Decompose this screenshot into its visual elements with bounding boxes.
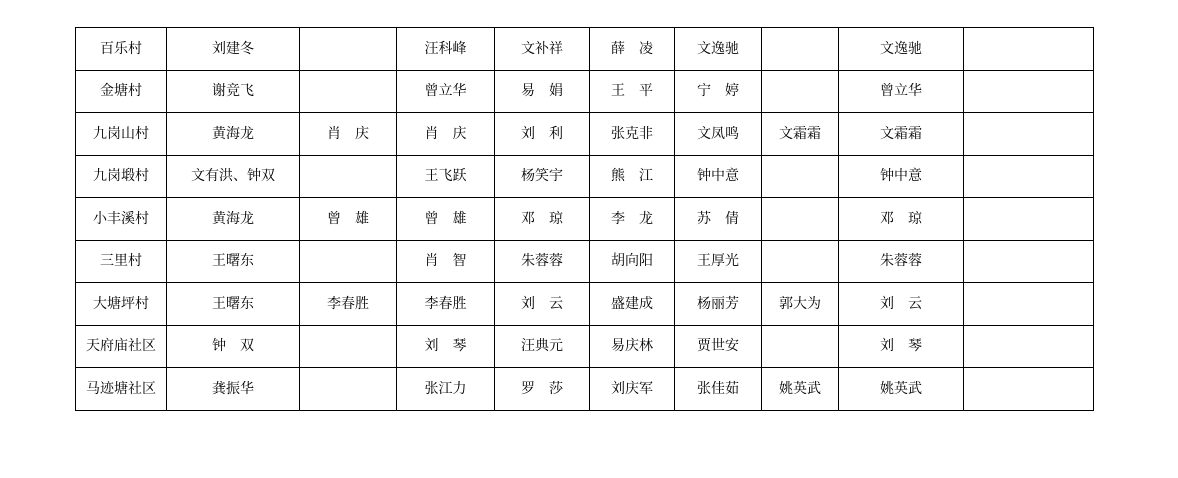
- table-cell: 肖 智: [397, 240, 495, 283]
- table-row: [76, 368, 1094, 411]
- village-name-cell: 九岗塅村: [76, 155, 167, 198]
- table-cell: 姚英武: [839, 368, 964, 411]
- table-cell: [964, 155, 1094, 198]
- table-cell: 姚英武: [762, 368, 839, 411]
- table-cell: 曾立华: [839, 70, 964, 113]
- table-cell: 文补祥: [495, 28, 590, 71]
- table-cell: 谢竞飞: [167, 70, 300, 113]
- table-cell: 刘庆军: [590, 368, 675, 411]
- table-cell: 熊 江: [590, 155, 675, 198]
- table-cell: [762, 155, 839, 198]
- table-cell: 肖 庆: [397, 113, 495, 156]
- table-cell: 刘 云: [839, 283, 964, 326]
- table-cell: 易庆林: [590, 325, 675, 368]
- village-name-cell: 九岗山村: [76, 113, 167, 156]
- table-cell: [762, 325, 839, 368]
- table-cell: 李 龙: [590, 198, 675, 241]
- table-cell: 朱蓉蓉: [839, 240, 964, 283]
- table-cell: 罗 莎: [495, 368, 590, 411]
- table-cell: 曾 雄: [300, 198, 397, 241]
- table-cell: 杨笑宇: [495, 155, 590, 198]
- table-cell: [300, 155, 397, 198]
- village-name-cell: 大塘坪村: [76, 283, 167, 326]
- roster-table-body: [76, 28, 1094, 411]
- table-cell: 龚振华: [167, 368, 300, 411]
- table-cell: 王厚光: [675, 240, 762, 283]
- table-cell: 肖 庆: [300, 113, 397, 156]
- table-cell: [762, 28, 839, 71]
- table-cell: 薛 凌: [590, 28, 675, 71]
- table-cell: 盛建成: [590, 283, 675, 326]
- table-cell: 曾立华: [397, 70, 495, 113]
- table-cell: 文霜霜: [762, 113, 839, 156]
- table-cell: 宁 婷: [675, 70, 762, 113]
- table-cell: 张佳茹: [675, 368, 762, 411]
- table-cell: [762, 240, 839, 283]
- table-cell: [964, 283, 1094, 326]
- table-cell: 胡向阳: [590, 240, 675, 283]
- table-cell: [762, 198, 839, 241]
- table-row: [76, 240, 1094, 283]
- table-row: [76, 113, 1094, 156]
- table-row: [76, 325, 1094, 368]
- table-cell: 郭大为: [762, 283, 839, 326]
- table-cell: [300, 325, 397, 368]
- table-cell: 刘 云: [495, 283, 590, 326]
- table-cell: 张克非: [590, 113, 675, 156]
- roster-table: [75, 27, 1094, 411]
- village-name-cell: 百乐村: [76, 28, 167, 71]
- table-cell: [300, 240, 397, 283]
- table-cell: 贾世安: [675, 325, 762, 368]
- table-cell: 文逸驰: [675, 28, 762, 71]
- table-cell: [300, 368, 397, 411]
- table-cell: 黄海龙: [167, 198, 300, 241]
- table-cell: 汪典元: [495, 325, 590, 368]
- table-row: [76, 283, 1094, 326]
- table-cell: 王曙东: [167, 283, 300, 326]
- table-cell: 文有洪、钟双: [167, 155, 300, 198]
- table-cell: 张江力: [397, 368, 495, 411]
- table-cell: 邓 琼: [495, 198, 590, 241]
- table-cell: 钟中意: [675, 155, 762, 198]
- table-cell: 杨丽芳: [675, 283, 762, 326]
- village-name-cell: 小丰溪村: [76, 198, 167, 241]
- table-cell: [964, 240, 1094, 283]
- table-cell: 曾 雄: [397, 198, 495, 241]
- village-name-cell: 金塘村: [76, 70, 167, 113]
- table-cell: 李春胜: [300, 283, 397, 326]
- table-cell: [300, 70, 397, 113]
- table-cell: 文逸驰: [839, 28, 964, 71]
- table-cell: 钟中意: [839, 155, 964, 198]
- table-cell: [964, 368, 1094, 411]
- table-cell: 邓 琼: [839, 198, 964, 241]
- table-cell: 朱蓉蓉: [495, 240, 590, 283]
- village-name-cell: 天府庙社区: [76, 325, 167, 368]
- table-cell: [964, 28, 1094, 71]
- table-cell: 苏 倩: [675, 198, 762, 241]
- table-cell: 刘 琴: [839, 325, 964, 368]
- table-row: [76, 70, 1094, 113]
- table-row: [76, 28, 1094, 71]
- table-row: [76, 198, 1094, 241]
- village-name-cell: 三里村: [76, 240, 167, 283]
- table-cell: [300, 28, 397, 71]
- table-row: [76, 155, 1094, 198]
- table-cell: 黄海龙: [167, 113, 300, 156]
- table-cell: 汪科峰: [397, 28, 495, 71]
- table-cell: 钟 双: [167, 325, 300, 368]
- table-cell: 文霜霜: [839, 113, 964, 156]
- table-cell: 王飞跃: [397, 155, 495, 198]
- table-cell: [964, 325, 1094, 368]
- table-cell: [964, 198, 1094, 241]
- table-cell: 刘建冬: [167, 28, 300, 71]
- table-cell: [762, 70, 839, 113]
- table-cell: [964, 113, 1094, 156]
- table-cell: 王 平: [590, 70, 675, 113]
- table-cell: 李春胜: [397, 283, 495, 326]
- table-cell: 刘 利: [495, 113, 590, 156]
- table-cell: [964, 70, 1094, 113]
- table-cell: 文凤鸣: [675, 113, 762, 156]
- table-cell: 王曙东: [167, 240, 300, 283]
- table-cell: 刘 琴: [397, 325, 495, 368]
- table-cell: 易 娟: [495, 70, 590, 113]
- village-name-cell: 马迹塘社区: [76, 368, 167, 411]
